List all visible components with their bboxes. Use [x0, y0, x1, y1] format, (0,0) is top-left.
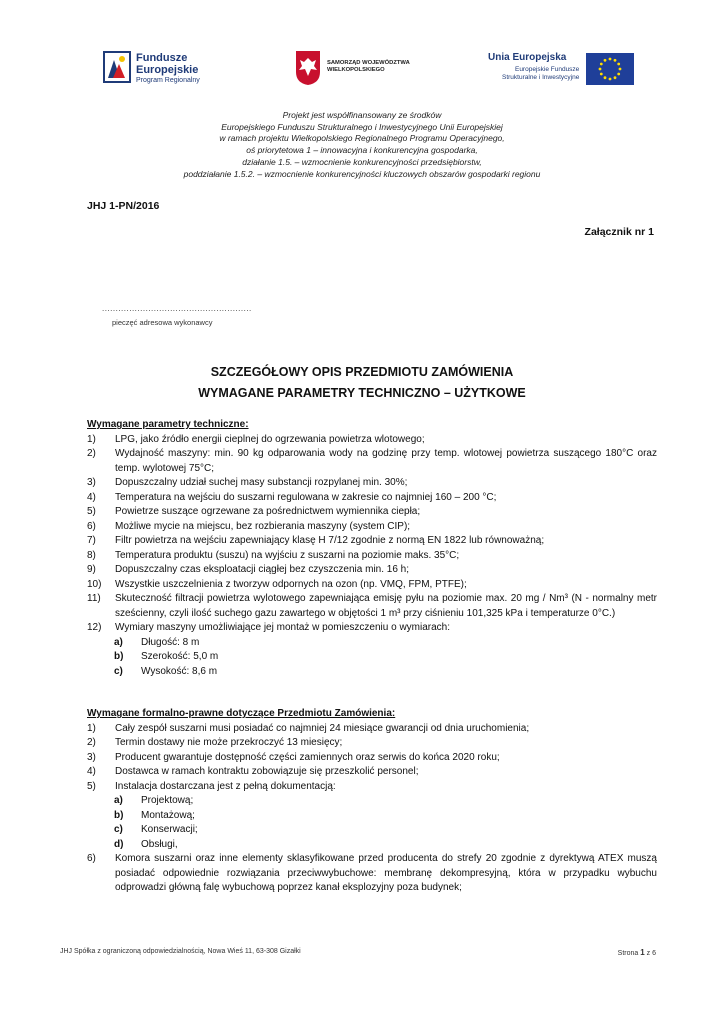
cofinancing-statement	[60, 110, 664, 180]
sub-list-item	[87, 838, 657, 853]
fe-logo-line2: Europejskie	[136, 64, 199, 76]
stamp-dotted-line: .......................................................	[102, 304, 252, 313]
attachment-label: Załącznik nr 1	[584, 226, 654, 238]
item-number: 2)	[87, 737, 96, 748]
item-text: Wymiary maszyny umożliwiające jej montaż w pomieszczeniu o wymiarach:	[115, 622, 451, 633]
page-current: 1	[640, 948, 645, 957]
sub-item-letter: b)	[114, 809, 124, 821]
item-text: Dopuszczalny czas eksploatacji ciągłej bez czyszczenia min. 16 h;	[115, 564, 410, 575]
fe-logo-line1: Fundusze	[136, 52, 188, 64]
item-number: 8)	[87, 549, 96, 561]
item-text: Producent gwarantuje dostępność części zamiennych oraz serwis do końca 2020 roku;	[115, 751, 500, 763]
fundusze-europejskie-logo	[102, 48, 212, 92]
item-text: Termin dostawy nie może przekroczyć 13 miesięcy;	[115, 737, 343, 748]
sub-list-item	[87, 636, 657, 651]
list-item	[87, 549, 657, 564]
reference-number: JHJ 1-PN/2016	[87, 200, 160, 212]
intro-line: Projekt jest współfinansowany ze środków	[282, 110, 442, 120]
eu-flag-icon	[586, 53, 634, 85]
fe-logo-line3: Program Regionalny	[136, 77, 200, 84]
unia-europejska-logo	[488, 48, 648, 92]
item-number: 1)	[87, 722, 96, 734]
sub-item-text: Obsługi,	[141, 838, 178, 850]
item-number: 9)	[87, 564, 96, 575]
list-item	[87, 505, 657, 520]
intro-line: poddziałanie 1.5.2. – wzmocnienie konkurencyjności kluczowych obszarów gospodarki regionu	[183, 168, 541, 179]
item-text: Instalacja dostarczana jest z pełną dokumentacją:	[115, 780, 336, 792]
logo-bar	[102, 48, 642, 98]
stamp-label: pieczęć adresowa wykonawcy	[112, 318, 213, 327]
list-item	[87, 852, 657, 896]
sub-list-item	[87, 823, 657, 838]
list-item	[87, 563, 657, 578]
title-line1: SZCZEGÓŁOWY OPIS PRZEDMIOTU ZAMÓWIENIA	[210, 365, 514, 379]
page-word: Strona	[617, 950, 639, 957]
list-item	[87, 433, 657, 448]
section-heading: Wymagane formalno-prawne dotyczące Przedmiotu Zamówienia:	[87, 708, 396, 719]
list-item	[87, 447, 657, 476]
list-item	[87, 491, 657, 506]
item-text: Dopuszczalny udział suchej masy substancji rozpylanej min. 30%;	[115, 477, 408, 488]
sub-item-letter: c)	[114, 824, 123, 835]
item-text: LPG, jako źródło energii cieplnej do ogrzewania powietrza wlotowego;	[115, 433, 425, 445]
list-item	[87, 534, 657, 549]
item-number: 12)	[87, 622, 102, 633]
list-item	[87, 751, 657, 766]
intro-line: w ramach projektu Wielkopolskiego Regionalnego Programu Operacyjnego,	[219, 133, 505, 144]
sub-list-item	[87, 650, 657, 665]
item-text: Wszystkie uszczelnienia z tworzyw odpornych na ozon (np. VMQ, FPM, PTFE);	[115, 578, 467, 590]
item-number: 4)	[87, 766, 96, 777]
sub-item-letter: c)	[114, 665, 123, 677]
item-number: 5)	[87, 506, 96, 517]
list-item	[87, 578, 657, 593]
item-text: Skuteczność filtracji powietrza wylotowego zapewniająca emisję pyłu na poziomie max. 20 mg / Nm³ (N - normalny metr sześcienny, czyli ilość suchego gazu zawartego w objętości 1 m³ przy ciśnieniu 101,325 kPa i temperaturze 0°C.)	[115, 593, 657, 619]
sw-logo-line2: WIELKOPOLSKIEGO	[327, 67, 385, 73]
sub-item-letter: a)	[114, 636, 123, 648]
ue-logo-line3: Strukturalne i Inwestycyjne	[502, 74, 580, 81]
list-item	[87, 780, 657, 795]
item-number: 6)	[87, 853, 96, 864]
sub-list-item	[87, 794, 657, 809]
list-item	[87, 476, 657, 491]
sw-logo-line1: SAMORZĄD WOJEWÓDZTWA	[327, 60, 410, 66]
sub-item-text: Wysokość: 8,6 m	[141, 665, 218, 677]
page-total: z 6	[646, 950, 656, 957]
sub-item-text: Szerokość: 5,0 m	[141, 651, 219, 662]
intro-line: oś priorytetowa 1 – innowacyjna i konkurencyjna gospodarka,	[246, 145, 478, 156]
item-text: Temperatura produktu (suszu) na wyjściu z suszarni na poziomie maks. 35°C;	[115, 549, 460, 561]
sub-item-letter: a)	[114, 795, 123, 806]
fundusze-europejskie-emblem-icon	[102, 50, 132, 84]
item-text: Powietrze suszące ogrzewane za pośrednictwem wymiennika ciepła;	[115, 506, 421, 517]
item-number: 6)	[87, 520, 96, 532]
formal-requirements-section	[87, 707, 657, 896]
item-text: Cały zespół suszarni musi posiadać co najmniej 24 miesiące gwarancji od dnia uruchomienia;	[115, 722, 530, 734]
item-number: 3)	[87, 751, 96, 763]
item-number: 7)	[87, 535, 96, 546]
title-line2: WYMAGANE PARAMETRY TECHNICZNO – UŻYTKOWE	[198, 386, 526, 400]
sub-item-letter: d)	[114, 838, 124, 850]
list-item	[87, 621, 657, 636]
sub-list-item	[87, 809, 657, 824]
list-item	[87, 520, 657, 535]
sub-item-text: Montażową;	[141, 809, 195, 821]
page-number	[618, 948, 656, 957]
item-text: Temperatura na wejściu do suszarni regulowana w zakresie co najmniej 160 – 200 °C;	[115, 491, 497, 503]
technical-parameters-section	[87, 418, 657, 679]
item-text: Możliwe mycie na miejscu, bez rozbierania maszyny (system CIP);	[115, 520, 411, 532]
item-number: 3)	[87, 477, 96, 488]
section-heading: Wymagane parametry techniczne:	[87, 419, 249, 430]
ue-logo-line1: Unia Europejska	[488, 52, 567, 63]
list-item	[87, 592, 657, 621]
item-text: Wydajność maszyny: min. 90 kg odparowania wody na godzinę przy temp. wlotowej powietrza suszącego 180°C oraz temp. wylotowej 75°C;	[115, 448, 657, 474]
samorzad-logo	[295, 48, 415, 92]
sub-item-text: Konserwacji;	[141, 824, 198, 835]
list-item	[87, 736, 657, 751]
item-text: Filtr powietrza na wejściu zapewniający klasę H 7/12 zgodnie z normą EN 1822 lub równoważną;	[115, 535, 545, 546]
footer-company: JHJ Spółka z ograniczoną odpowiedzialnością, Nowa Wieś 11, 63-308 Gizałki	[60, 948, 301, 955]
wielkopolska-eagle-shield-icon	[295, 50, 321, 86]
intro-line: Europejskiego Funduszu Strukturalnego i Inwestycyjnego Unii Europejskiej	[221, 121, 503, 132]
sub-list-item	[87, 665, 657, 680]
ue-logo-line2: Europejskie Fundusze	[514, 66, 580, 73]
item-number: 5)	[87, 780, 96, 792]
sub-item-text: Projektową;	[141, 795, 194, 806]
list-item	[87, 765, 657, 780]
item-number: 11)	[87, 593, 101, 604]
item-text: Komora suszarni oraz inne elementy sklasyfikowane przed producenta do strefy 20 zgodnie z dyrektywą ATEX muszą posiadać odpowiednie rozwiązania przeciwwybuchowe: membranę dekompresyjną, która w przypadku wybuchu odprowadzi główną falę wybuchową poprzez kanał eksplozyjny poza budynek;	[115, 853, 657, 893]
document-title	[0, 362, 724, 404]
item-number: 1)	[87, 433, 96, 445]
item-number: 2)	[87, 448, 96, 459]
list-item	[87, 722, 657, 737]
page-footer	[60, 948, 656, 955]
sub-item-text: Długość: 8 m	[141, 636, 200, 648]
sub-item-letter: b)	[114, 651, 124, 662]
intro-line: działanie 1.5. – wzmocnienie konkurencyjności przedsiębiorstw,	[242, 156, 482, 167]
item-number: 4)	[87, 491, 96, 503]
item-text: Dostawca w ramach kontraktu zobowiązuje się przeszkolić personel;	[115, 766, 419, 777]
item-number: 10)	[87, 578, 102, 590]
